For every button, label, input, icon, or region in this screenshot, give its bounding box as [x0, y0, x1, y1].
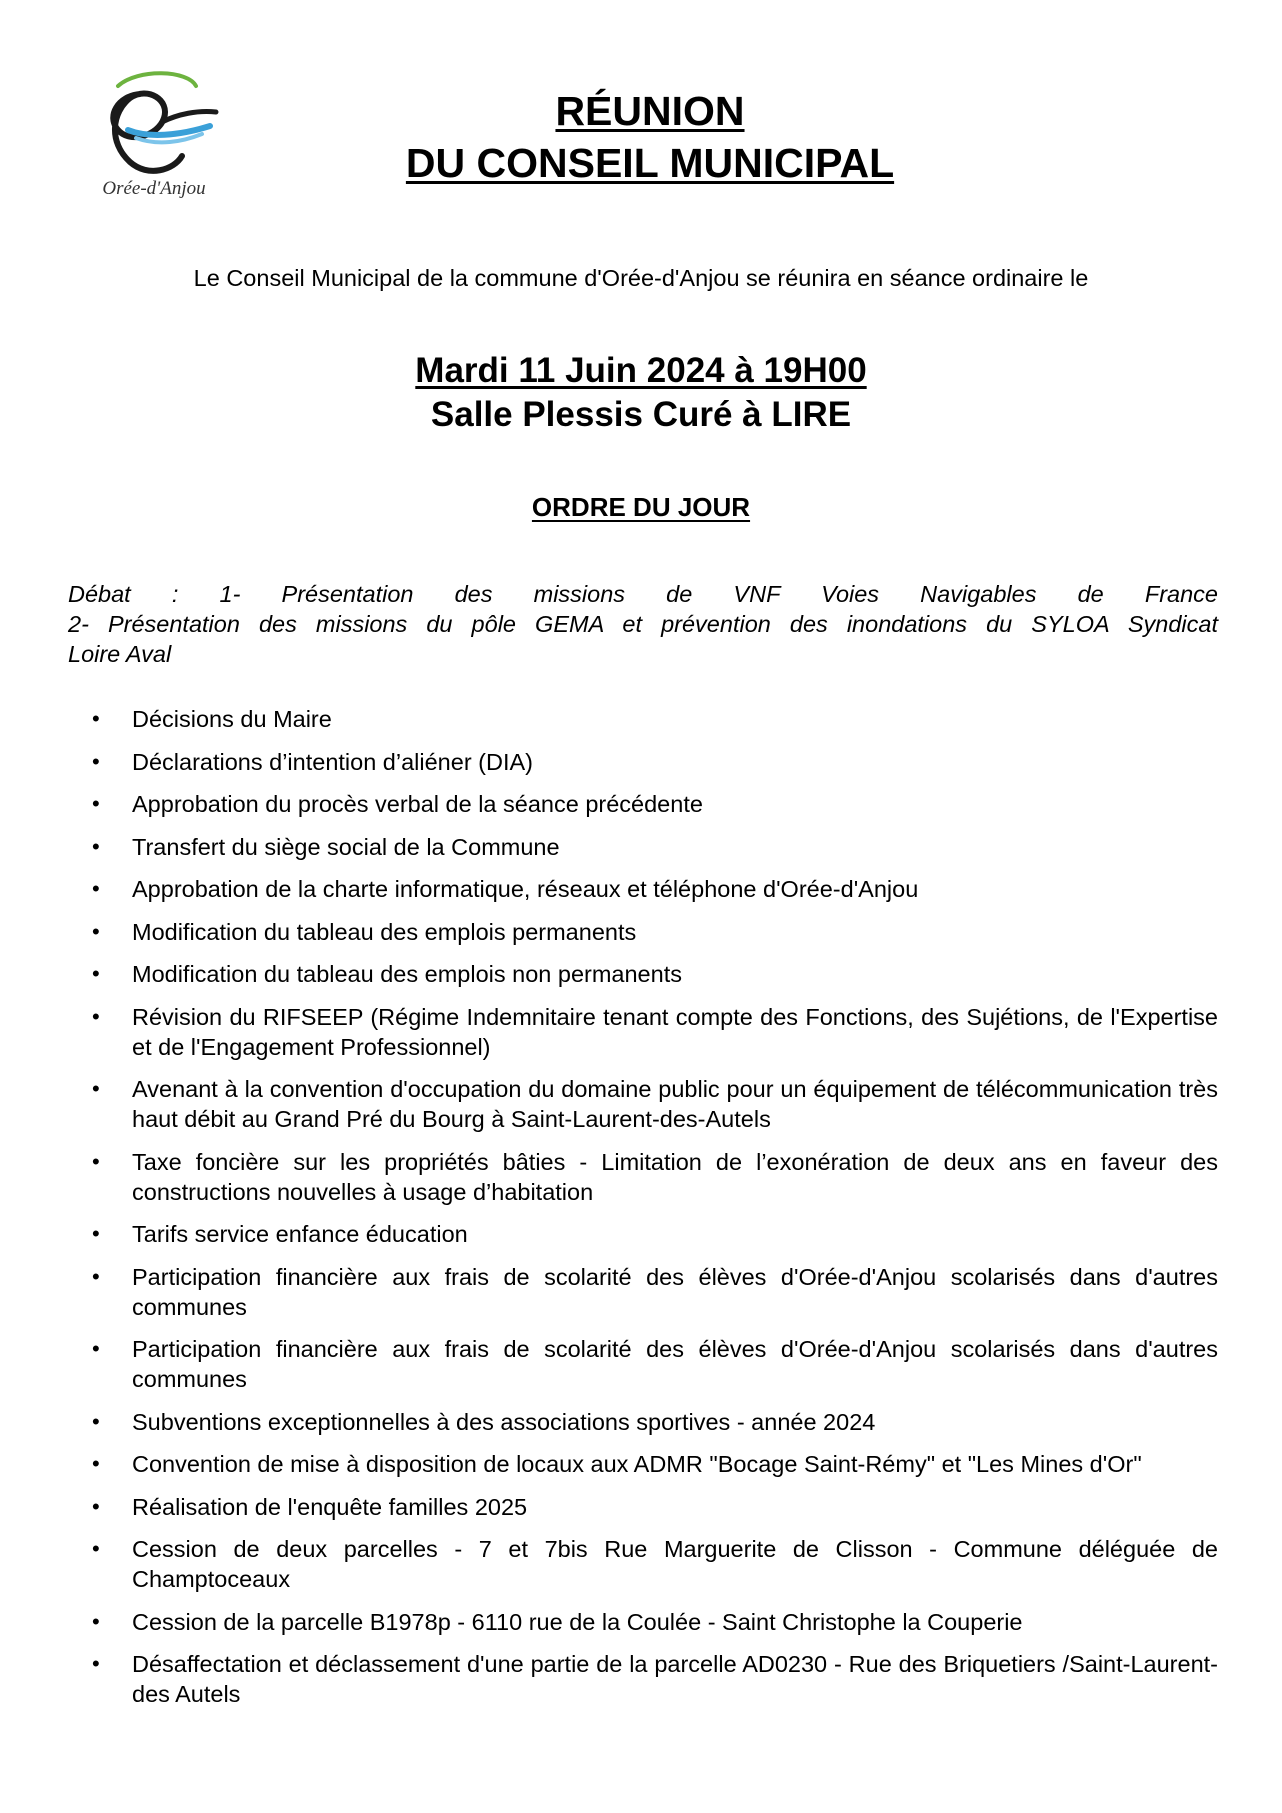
agenda-item: [68, 1219, 1218, 1249]
bullet-icon: •: [92, 1221, 100, 1246]
agenda-item-text: Avenant à la convention d'occupation du domaine public pour un équipement de télécommunication très haut débit au Grand Pré du Bourg à Saint-Laurent-des-Autels: [132, 1076, 1218, 1132]
agenda-item: [68, 1147, 1218, 1207]
agenda-item: [68, 1534, 1218, 1594]
agenda-item-text: Taxe foncière sur les propriétés bâties - Limitation de l’exonération de deux ans en faveur des constructions nouvelles à usage d’habitation: [132, 1148, 1218, 1205]
agenda-item-text: Subventions exceptionnelles à des associations sportives - année 2024: [132, 1408, 876, 1435]
agenda-item: [68, 1449, 1218, 1479]
agenda-item: [68, 1607, 1218, 1637]
agenda-item-text: Transfert du siège social de la Commune: [132, 833, 560, 860]
agenda-item: [68, 1407, 1218, 1437]
logo-emblem-icon: [78, 66, 228, 181]
bullet-icon: •: [92, 918, 100, 944]
agenda-item: [68, 1002, 1218, 1062]
agenda-item: [68, 1649, 1218, 1709]
agenda-item: [68, 1074, 1218, 1134]
agenda-item: [68, 1334, 1218, 1394]
bullet-icon: •: [92, 706, 100, 731]
bullet-icon: •: [92, 1493, 100, 1519]
logo-text: Orée-d'Anjou: [102, 178, 206, 199]
agenda-item: [68, 789, 1218, 819]
bullet-icon: •: [92, 1651, 100, 1676]
agenda-item-text: Réalisation de l'enquête familles 2025: [132, 1493, 528, 1520]
agenda-item-text: Révision du RIFSEEP (Régime Indemnitaire tenant compte des Fonctions, des Sujétions, de l'Expertise et de l'Engagement Professionnel): [132, 1003, 1218, 1060]
debat-line: Loire Aval: [68, 641, 172, 667]
bullet-icon: •: [92, 1536, 100, 1561]
agenda-item: [68, 704, 1218, 734]
agenda-item-text: Cession de la parcelle B1978p - 6110 rue de la Coulée - Saint Christophe la Couperie: [132, 1608, 1023, 1635]
debat-line: 2- Présentation des missions du pôle GEMA et prévention des inondations du SYLOA Syndicat: [68, 611, 1218, 637]
bullet-icon: •: [92, 1608, 100, 1634]
agenda-item-text: Participation financière aux frais de scolarité des élèves d'Orée-d'Anjou scolarisés dans d'autres communes: [132, 1263, 1218, 1320]
agenda-item: [68, 832, 1218, 862]
agenda-item-text: Approbation de la charte informatique, réseaux et téléphone d'Orée-d'Anjou: [132, 876, 919, 902]
page-title-line-2: DU CONSEIL MUNICIPAL: [405, 140, 895, 186]
bullet-icon: •: [92, 1451, 100, 1476]
agenda-heading: ORDRE DU JOUR: [531, 492, 751, 522]
bullet-icon: •: [92, 833, 100, 859]
agenda-item-text: Approbation du procès verbal de la séance précédente: [132, 791, 703, 817]
bullet-icon: •: [92, 1336, 100, 1361]
meeting-venue: Salle Plessis Curé à LIRE: [430, 395, 852, 434]
debat-line: Débat : 1- Présentation des missions de VNF Voies Navigables de France: [68, 581, 1218, 607]
oree-d-anjou-logo: [78, 66, 228, 216]
debat-paragraph: [68, 579, 1218, 669]
agenda-item-text: Convention de mise à disposition de locaux aux ADMR "Bocage Saint-Rémy" et "Les Mines d'Or": [132, 1451, 1142, 1477]
agenda-item: [68, 1262, 1218, 1322]
agenda-item: [68, 959, 1218, 989]
agenda-item-text: Participation financière aux frais de scolarité des élèves d'Orée-d'Anjou scolarisés dans d'autres communes: [132, 1336, 1218, 1392]
agenda-item: [68, 874, 1218, 904]
intro-text: Le Conseil Municipal de la commune d'Orée-d'Anjou se réunira en séance ordinaire le: [193, 265, 1089, 291]
agenda-item: [68, 747, 1218, 777]
bullet-icon: •: [92, 961, 100, 986]
bullet-icon: •: [92, 748, 100, 774]
bullet-icon: •: [92, 1003, 100, 1029]
agenda-item-text: Modification du tableau des emplois permanents: [132, 918, 637, 945]
agenda-item-text: Déclarations d’intention d’aliéner (DIA): [132, 748, 534, 775]
bullet-icon: •: [92, 1148, 100, 1174]
bullet-icon: •: [92, 1408, 100, 1434]
agenda-item: [68, 1492, 1218, 1522]
bullet-icon: •: [92, 791, 100, 816]
page-title-line-1: RÉUNION: [555, 88, 745, 134]
bullet-icon: •: [92, 1263, 100, 1289]
agenda-list: [68, 704, 1218, 1722]
meeting-date: Mardi 11 Juin 2024 à 19H00: [415, 351, 867, 390]
agenda-item-text: Tarifs service enfance éducation: [132, 1221, 468, 1247]
bullet-icon: •: [92, 1076, 100, 1101]
agenda-item-text: Modification du tableau des emplois non permanents: [132, 961, 682, 987]
agenda-item: [68, 917, 1218, 947]
agenda-item-text: Désaffectation et déclassement d'une partie de la parcelle AD0230 - Rue des Briquetiers /Saint-Laurent-des Autels: [132, 1651, 1218, 1707]
bullet-icon: •: [92, 876, 100, 901]
agenda-item-text: Décisions du Maire: [132, 706, 332, 732]
agenda-item-text: Cession de deux parcelles - 7 et 7bis Rue Marguerite de Clisson - Commune déléguée de Champtoceaux: [132, 1536, 1218, 1592]
